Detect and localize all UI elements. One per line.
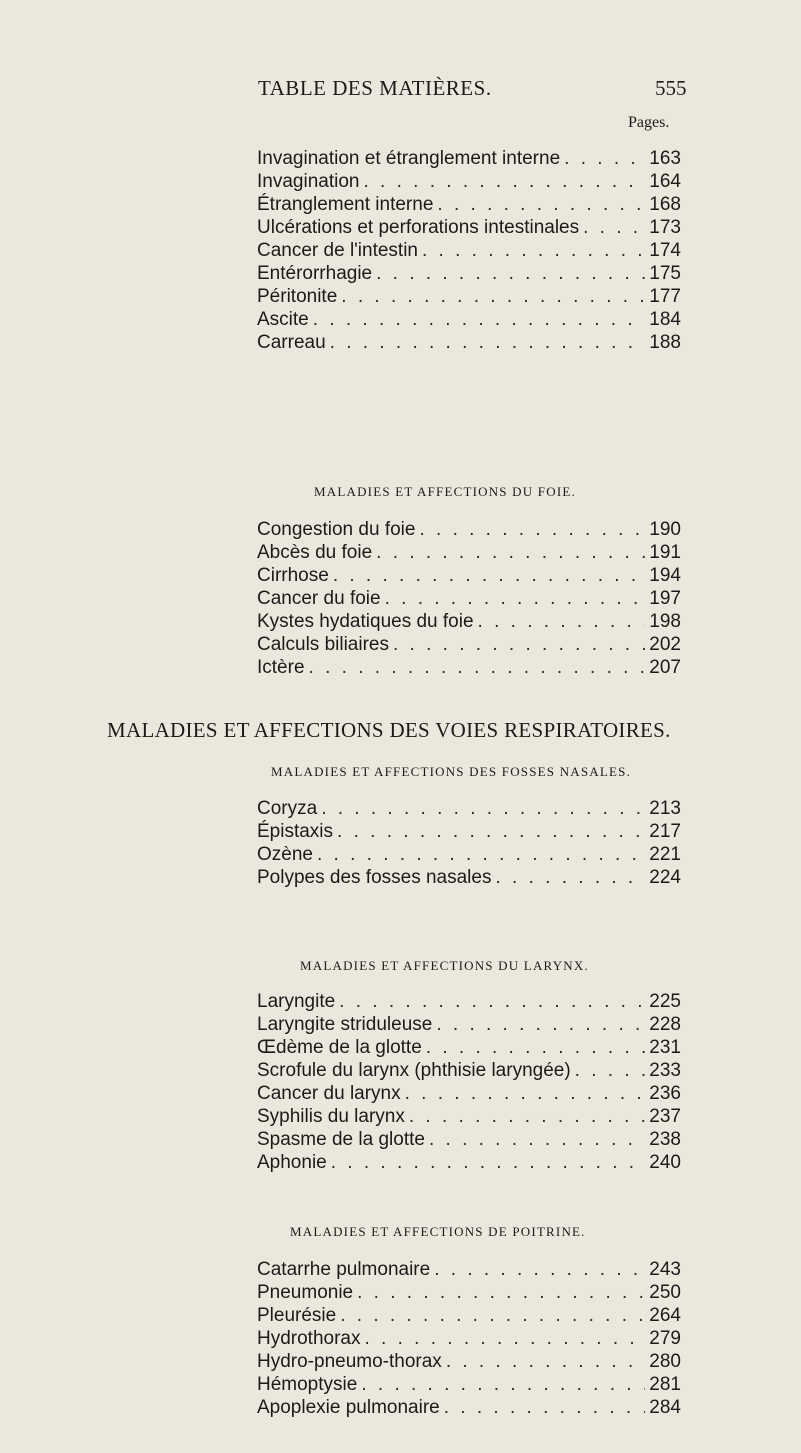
section-heading-liver: MALADIES ET AFFECTIONS DU FOIE. — [314, 484, 576, 499]
dot-leader — [575, 1059, 646, 1082]
entry-page: 280 — [649, 1351, 681, 1372]
entry-page: 184 — [649, 309, 681, 330]
page-number: 555 — [655, 76, 687, 100]
dot-leader — [436, 1013, 645, 1036]
entry-title: Laryngite striduleuse — [257, 1014, 433, 1035]
toc-entry — [257, 216, 681, 239]
toc-entry — [257, 1151, 681, 1174]
entry-page: 264 — [649, 1305, 681, 1326]
toc-entry — [257, 1128, 681, 1151]
dot-leader — [429, 1128, 645, 1151]
entry-page: 281 — [649, 1374, 681, 1395]
entry-title: Œdème de la glotte — [257, 1037, 422, 1058]
toc-section-larynx — [257, 990, 681, 1174]
dot-leader — [340, 1304, 645, 1327]
entry-title: Pneumonie — [257, 1282, 354, 1303]
dot-leader — [321, 797, 645, 820]
dot-leader — [393, 633, 645, 656]
entry-page: 243 — [649, 1259, 681, 1280]
entry-title: Ulcérations et perforations intestinales — [257, 217, 580, 238]
toc-entry — [257, 1082, 681, 1105]
major-heading-respiratory: MALADIES ET AFFECTIONS DES VOIES RESPIRATOIRES. — [107, 718, 671, 742]
toc-entry — [257, 1105, 681, 1128]
entry-page: 236 — [649, 1083, 681, 1104]
toc-section-liver — [257, 518, 681, 679]
entry-page: 175 — [649, 263, 681, 284]
entry-title: Péritonite — [257, 286, 338, 307]
entry-page: 174 — [649, 240, 681, 261]
dot-leader — [405, 1082, 646, 1105]
entry-title: Congestion du foie — [257, 519, 416, 540]
entry-page: 173 — [649, 217, 681, 238]
entry-page: 240 — [649, 1152, 681, 1173]
toc-entry — [257, 843, 681, 866]
entry-page: 188 — [649, 332, 681, 353]
toc-entry — [257, 1304, 681, 1327]
entry-title: Cancer du foie — [257, 588, 381, 609]
dot-leader — [422, 239, 645, 262]
section-heading-chest: MALADIES ET AFFECTIONS DE POITRINE. — [290, 1224, 586, 1239]
dot-leader — [317, 843, 645, 866]
entry-page: 221 — [649, 844, 681, 865]
entry-page: 231 — [649, 1037, 681, 1058]
toc-entry — [257, 564, 681, 587]
dot-leader — [564, 147, 645, 170]
dot-leader — [409, 1105, 645, 1128]
entry-title: Syphilis du larynx — [257, 1106, 405, 1127]
entry-title: Invagination et étranglement interne — [257, 148, 561, 169]
section-heading-nasal: MALADIES ET AFFECTIONS DES FOSSES NASALES. — [271, 764, 632, 779]
toc-entry — [257, 1396, 681, 1419]
entry-title: Cancer de l'intestin — [257, 240, 418, 261]
entry-page: 213 — [649, 798, 681, 819]
toc-entry — [257, 262, 681, 285]
toc-entry — [257, 1036, 681, 1059]
dot-leader — [478, 610, 646, 633]
toc-entry — [257, 518, 681, 541]
toc-entry — [257, 147, 681, 170]
toc-entry — [257, 1350, 681, 1373]
toc-entry — [257, 1281, 681, 1304]
entry-title: Épistaxis — [257, 821, 334, 842]
dot-leader — [583, 216, 645, 239]
dot-leader — [385, 587, 646, 610]
toc-entry — [257, 797, 681, 820]
entry-page: 225 — [649, 991, 681, 1012]
dot-leader — [313, 308, 646, 331]
entry-title: Coryza — [257, 798, 318, 819]
entry-title: Abcès du foie — [257, 542, 373, 563]
toc-entry — [257, 610, 681, 633]
dot-leader — [434, 1258, 645, 1281]
dot-leader — [357, 1281, 645, 1304]
dot-leader — [495, 866, 645, 889]
entry-title: Ictère — [257, 657, 305, 678]
entry-title: Hydrothorax — [257, 1328, 361, 1349]
toc-section-nasal — [257, 797, 681, 889]
dot-leader — [339, 990, 645, 1013]
dot-leader — [376, 262, 645, 285]
dot-leader — [309, 656, 646, 679]
entry-page: 207 — [649, 657, 681, 678]
pages-column-label: Pages. — [628, 114, 670, 131]
toc-entry — [257, 1327, 681, 1350]
entry-page: 284 — [649, 1397, 681, 1418]
entry-title: Cancer du larynx — [257, 1083, 401, 1104]
toc-entry — [257, 193, 681, 216]
entry-title: Laryngite — [257, 991, 336, 1012]
toc-entry — [257, 587, 681, 610]
entry-title: Scrofule du larynx (phthisie laryngée) — [257, 1060, 571, 1081]
dot-leader — [376, 541, 645, 564]
entry-page: 168 — [649, 194, 681, 215]
toc-entry — [257, 331, 681, 354]
dot-leader — [333, 564, 645, 587]
dot-leader — [341, 285, 645, 308]
entry-title: Ozène — [257, 844, 313, 865]
entry-title: Cirrhose — [257, 565, 329, 586]
entry-page: 238 — [649, 1129, 681, 1150]
entry-page: 177 — [649, 286, 681, 307]
dot-leader — [419, 518, 645, 541]
entry-page: 279 — [649, 1328, 681, 1349]
dot-leader — [365, 1327, 646, 1350]
entry-page: 191 — [649, 542, 681, 563]
dot-leader — [363, 170, 645, 193]
dot-leader — [437, 193, 645, 216]
entry-page: 198 — [649, 611, 681, 632]
dot-leader — [330, 331, 646, 354]
dot-leader — [331, 1151, 646, 1174]
entry-page: 194 — [649, 565, 681, 586]
toc-entry — [257, 541, 681, 564]
toc-entry — [257, 866, 681, 889]
entry-page: 202 — [649, 634, 681, 655]
entry-title: Pleurésie — [257, 1305, 337, 1326]
entry-page: 164 — [649, 171, 681, 192]
toc-section-chest — [257, 1258, 681, 1419]
entry-title: Polypes des fosses nasales — [257, 867, 492, 888]
entry-page: 190 — [649, 519, 681, 540]
toc-entry — [257, 1258, 681, 1281]
toc-entry — [257, 239, 681, 262]
toc-entry — [257, 1059, 681, 1082]
toc-entry — [257, 285, 681, 308]
entry-title: Hydro-pneumo-thorax — [257, 1351, 442, 1372]
dot-leader — [361, 1373, 645, 1396]
entry-page: 228 — [649, 1014, 681, 1035]
running-head: TABLE DES MATIÈRES. — [258, 76, 492, 100]
entry-title: Catarrhe pulmonaire — [257, 1259, 431, 1280]
entry-page: 233 — [649, 1060, 681, 1081]
dot-leader — [444, 1396, 646, 1419]
entry-page: 237 — [649, 1106, 681, 1127]
toc-entry — [257, 170, 681, 193]
entry-title: Invagination — [257, 171, 360, 192]
entry-title: Hémoptysie — [257, 1374, 358, 1395]
entry-page: 250 — [649, 1282, 681, 1303]
entry-page: 224 — [649, 867, 681, 888]
dot-leader — [337, 820, 645, 843]
dot-leader — [426, 1036, 646, 1059]
entry-title: Apoplexie pulmonaire — [257, 1397, 440, 1418]
entry-page: 163 — [649, 148, 681, 169]
entry-page: 217 — [649, 821, 681, 842]
entry-title: Kystes hydatiques du foie — [257, 611, 474, 632]
entry-title: Étranglement interne — [257, 194, 434, 215]
toc-entry — [257, 1013, 681, 1036]
toc-entry — [257, 308, 681, 331]
toc-entry — [257, 990, 681, 1013]
toc-entry — [257, 656, 681, 679]
entry-title: Ascite — [257, 309, 309, 330]
entry-title: Calculs biliaires — [257, 634, 389, 655]
section-heading-larynx: MALADIES ET AFFECTIONS DU LARYNX. — [300, 958, 589, 973]
entry-title: Aphonie — [257, 1152, 327, 1173]
toc-entry — [257, 820, 681, 843]
entry-title: Spasme de la glotte — [257, 1129, 425, 1150]
toc-section-intestine — [257, 147, 681, 354]
dot-leader — [446, 1350, 645, 1373]
toc-entry — [257, 1373, 681, 1396]
toc-entry — [257, 633, 681, 656]
entry-title: Entérorrhagie — [257, 263, 373, 284]
entry-title: Carreau — [257, 332, 326, 353]
entry-page: 197 — [649, 588, 681, 609]
